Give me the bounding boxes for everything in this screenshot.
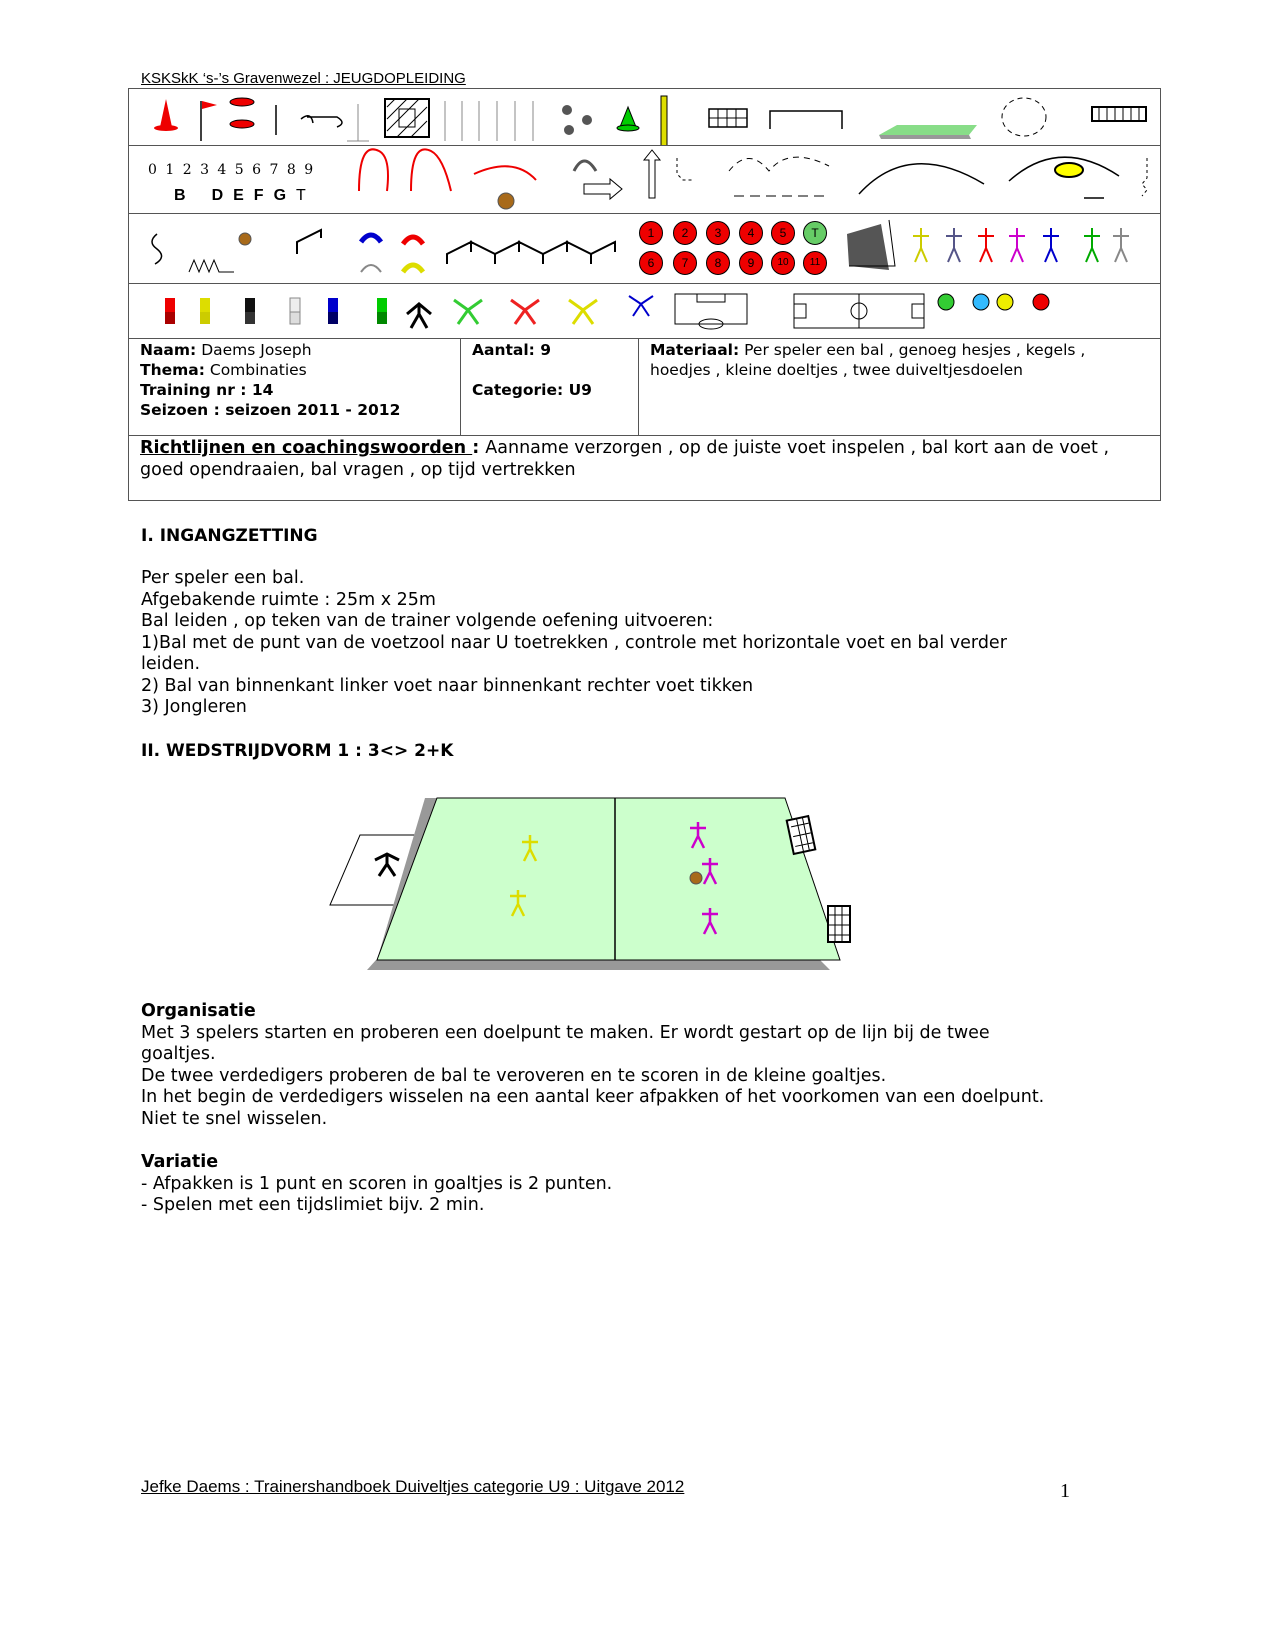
training-number: Training nr : 14	[140, 381, 274, 399]
player-badge-7: 7	[673, 251, 697, 275]
materiaal-value: Per speler een bal , genoeg hesjes , kegels , hoedjes , kleine doeltjes , twee duiveltjesdoelen	[650, 341, 1086, 379]
pitch-3d-icon	[879, 125, 977, 139]
letter-e: E	[233, 187, 244, 204]
goal-outline-icon	[770, 111, 842, 129]
player-badge-1: 1	[639, 221, 663, 245]
player-badge-10: 10	[771, 251, 795, 275]
green-cone-icon	[617, 107, 639, 131]
player-figures-icons	[913, 228, 1129, 262]
player-badge-4: 4	[739, 221, 763, 245]
player-icons	[165, 296, 653, 328]
letter-d: D	[211, 187, 224, 204]
field-shadow	[367, 960, 830, 970]
section-2-title: II. WEDSTRIJDVORM 1 : 3<> 2+K	[141, 741, 454, 761]
pop-up-goal-icon	[847, 220, 895, 270]
goal-post-icon	[661, 96, 667, 145]
trainer-info	[140, 340, 400, 420]
wiggle-icon	[152, 234, 162, 264]
player-badge-11: 11	[803, 251, 827, 275]
yellow-hoop-icon	[403, 265, 423, 272]
zigzag-dribble-icon	[189, 260, 234, 272]
letter-t: T	[296, 187, 306, 204]
dribble-arrow-icon	[677, 158, 693, 180]
players-fields-row	[129, 284, 1162, 338]
circle-zone-icon	[1002, 98, 1046, 136]
red-arc-arrow-icon	[359, 149, 388, 191]
trainer-badge: T	[803, 221, 827, 245]
seizoen: Seizoen : seizoen 2011 - 2012	[140, 401, 401, 419]
number-symbols: 0 1 2 3 4 5 6 7 8 9	[148, 162, 316, 178]
curve-shot-icon	[859, 164, 984, 194]
categorie: Categorie: U9	[472, 381, 592, 399]
player-badge-9: 9	[739, 251, 763, 275]
player-badge-5: 5	[771, 221, 795, 245]
half-pitch-icon	[675, 294, 747, 329]
red-arc-arrow-icon	[411, 149, 451, 191]
balls-icon	[562, 105, 592, 135]
ball-icon	[239, 233, 251, 245]
small-goal-icon	[828, 906, 850, 942]
red-hoop-icon	[403, 237, 423, 244]
training-sheet-table	[128, 88, 1161, 501]
grey-hoop-icon	[361, 265, 381, 272]
red-curve-arrow-icon	[474, 166, 536, 180]
richtlijnen-text: Aanname verzorgen , op de juiste voet inspelen , bal kort aan de voet , goed opendraaien, bal vragen , op tijd vertrekken	[140, 438, 1110, 480]
variatie-section: Variatie - Afpakken is 1 punt en scoren in goaltjes is 2 punten. - Spelen met een tijdslimiet bijv. 2 min.	[141, 1152, 1141, 1217]
letter-g: G	[273, 187, 287, 204]
organisatie-section: Organisatie Met 3 spelers starten en proberen een doelpunt te maken. Er wordt gestart op de lijn bij de twee goaltjes. De twee verdedigers proberen de bal te veroveren en te scoren in de kleine goaltjes. In het begin de verdedigers wisselen na een aantal keer afpakken of het voorkomen van een doelpunt. Niet te snel wisselen.	[141, 1001, 1141, 1130]
naam-label: Naam:	[140, 341, 197, 359]
equipment-symbols-row	[129, 89, 1162, 145]
goal-net-icon	[709, 109, 747, 127]
footer-text: Jefke Daems : Trainershandboek Duiveltjes categorie U9 : Uitgave 2012	[141, 1477, 685, 1496]
richtlijnen: Richtlijnen en coachingswoorden : Aanname verzorgen , op de juiste voet inspelen , bal kort aan de voet , goed opendraaien, bal vragen , op tijd vertrekken	[140, 438, 1110, 480]
thema-label: Thema:	[140, 361, 205, 379]
blue-hoop-icon	[361, 235, 381, 242]
cone-icon	[154, 99, 178, 131]
large-goal-icon	[1092, 107, 1146, 121]
ball-icon	[690, 872, 702, 884]
full-pitch-icon	[794, 294, 924, 328]
materiaal-label: Materiaal:	[650, 341, 740, 359]
naam-value: Daems Joseph	[201, 341, 312, 359]
field-diagram	[320, 790, 860, 980]
hurdle-icon	[301, 116, 342, 127]
poles-row-icon	[445, 101, 533, 141]
richtlijnen-label: Richtlijnen en coachingswoorden	[140, 438, 473, 458]
hurdles-row-icon	[447, 242, 615, 264]
player-badge-3: 3	[706, 221, 730, 245]
player-badge-8: 8	[706, 251, 730, 275]
player-badge-2: 2	[673, 221, 697, 245]
player-badge-6: 6	[639, 251, 663, 275]
page-number: 1	[1060, 1480, 1070, 1502]
dashed-curve-icon	[729, 157, 829, 171]
thema-value: Combinaties	[209, 361, 307, 379]
header-title: KSKSkK ‘s-’s Gravenwezel : JEUGDOPLEIDING	[141, 70, 466, 87]
aantal: Aantal: 9	[472, 341, 552, 359]
letter-f: F	[253, 187, 264, 204]
movement-symbols-row	[129, 146, 1162, 213]
target-disc-icon	[1055, 163, 1083, 177]
box-icon	[385, 99, 429, 137]
materiaal-info	[650, 340, 1120, 380]
playing-field	[377, 798, 840, 960]
run-arrow-icon	[644, 150, 660, 198]
flag-icon	[201, 101, 217, 141]
turn-arrow-icon	[574, 161, 596, 171]
variatie-title: Variatie	[141, 1152, 219, 1172]
smiley-icons	[938, 294, 1049, 310]
pole-icon	[347, 104, 369, 141]
disc-cones-icon	[230, 98, 254, 128]
hurdle-icon	[297, 230, 321, 254]
letter-b: B	[174, 187, 186, 204]
ball-icon	[498, 193, 514, 209]
pass-arrow-icon	[584, 179, 622, 199]
organisatie-title: Organisatie	[141, 1001, 256, 1021]
section-1-body: Per speler een bal. Afgebakende ruimte : 25m x 25m Bal leiden , op teken van de trainer volgende oefening uitvoeren: 1)Bal met de punt van de voetzool naar U toetrekken , controle met horizontale voet en bal verder leiden. 2) Bal van binnenkant linker voet naar binnenkant rechter voet tikken 3) Jongleren	[141, 568, 1007, 717]
zigzag-arrow-icon	[1142, 158, 1147, 196]
section-1-title: I. INGANGZETTING	[141, 526, 318, 546]
count-info	[472, 340, 592, 400]
